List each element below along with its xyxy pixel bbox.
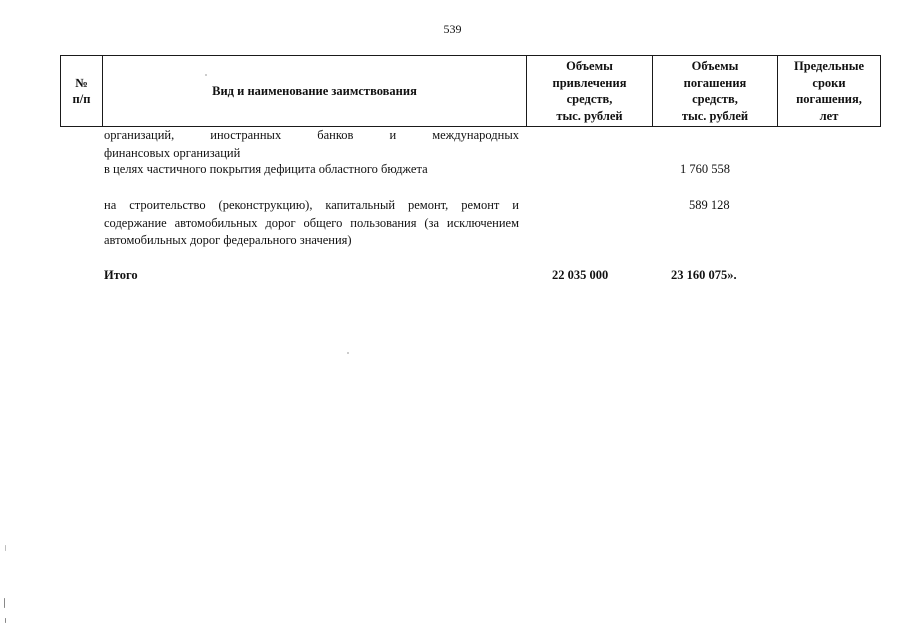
header-number	[61, 56, 103, 127]
row-continuation-line2: финансовых организаций	[104, 145, 241, 160]
total-repayment: 23 160 075».	[671, 268, 737, 282]
header-terms-line4: лет	[819, 108, 839, 123]
scan-speck	[5, 618, 6, 623]
header-number-line2: п/п	[72, 92, 91, 106]
header-repayment-line1: Объемы	[691, 59, 739, 73]
row-budget-deficit-repayment: 1 760 558	[680, 162, 730, 176]
header-repayment-line2: погашения	[683, 75, 747, 90]
header-attraction-volume	[527, 56, 653, 127]
scan-speck	[205, 74, 207, 76]
row-roads-repayment: 589 128	[689, 198, 730, 212]
header-terms-line3: погашения,	[796, 92, 862, 106]
header-attraction-line2: привлечения	[552, 75, 627, 90]
header-attraction-line1: Объемы	[566, 59, 613, 73]
row-continuation	[104, 127, 519, 162]
borrowing-table-header	[60, 55, 881, 127]
scan-speck	[347, 352, 349, 354]
row-roads-text: на строительство (реконструкцию), капитальный ремонт, ремонт и содержание автомобильных дорог общего пользования (за исключением автомобильных дорог федерального значения)	[104, 198, 519, 247]
header-repayment-line4: тыс. рублей	[681, 108, 749, 123]
scan-speck	[5, 545, 6, 551]
header-attraction-line3: средств,	[566, 92, 613, 106]
page-number: 539	[443, 22, 462, 36]
header-attraction-line4: тыс. рублей	[556, 108, 623, 123]
header-terms-line1: Предельные	[793, 59, 865, 73]
header-borrowing-name: Вид и наименование заимствования	[103, 56, 527, 127]
header-repayment-terms	[778, 56, 881, 127]
total-label: Итого	[104, 268, 138, 282]
scan-speck	[4, 598, 5, 608]
total-attraction: 22 035 000	[552, 268, 609, 282]
header-terms-line2: сроки	[812, 75, 846, 90]
header-number-line1: №	[75, 75, 88, 90]
row-continuation-line1: организаций, иностранных банков и международных	[104, 128, 519, 142]
row-budget-deficit-text: в целях частичного покрытия дефицита областного бюджета	[104, 162, 428, 176]
header-repayment-line3: средств,	[692, 92, 738, 106]
header-repayment-volume	[653, 56, 778, 127]
